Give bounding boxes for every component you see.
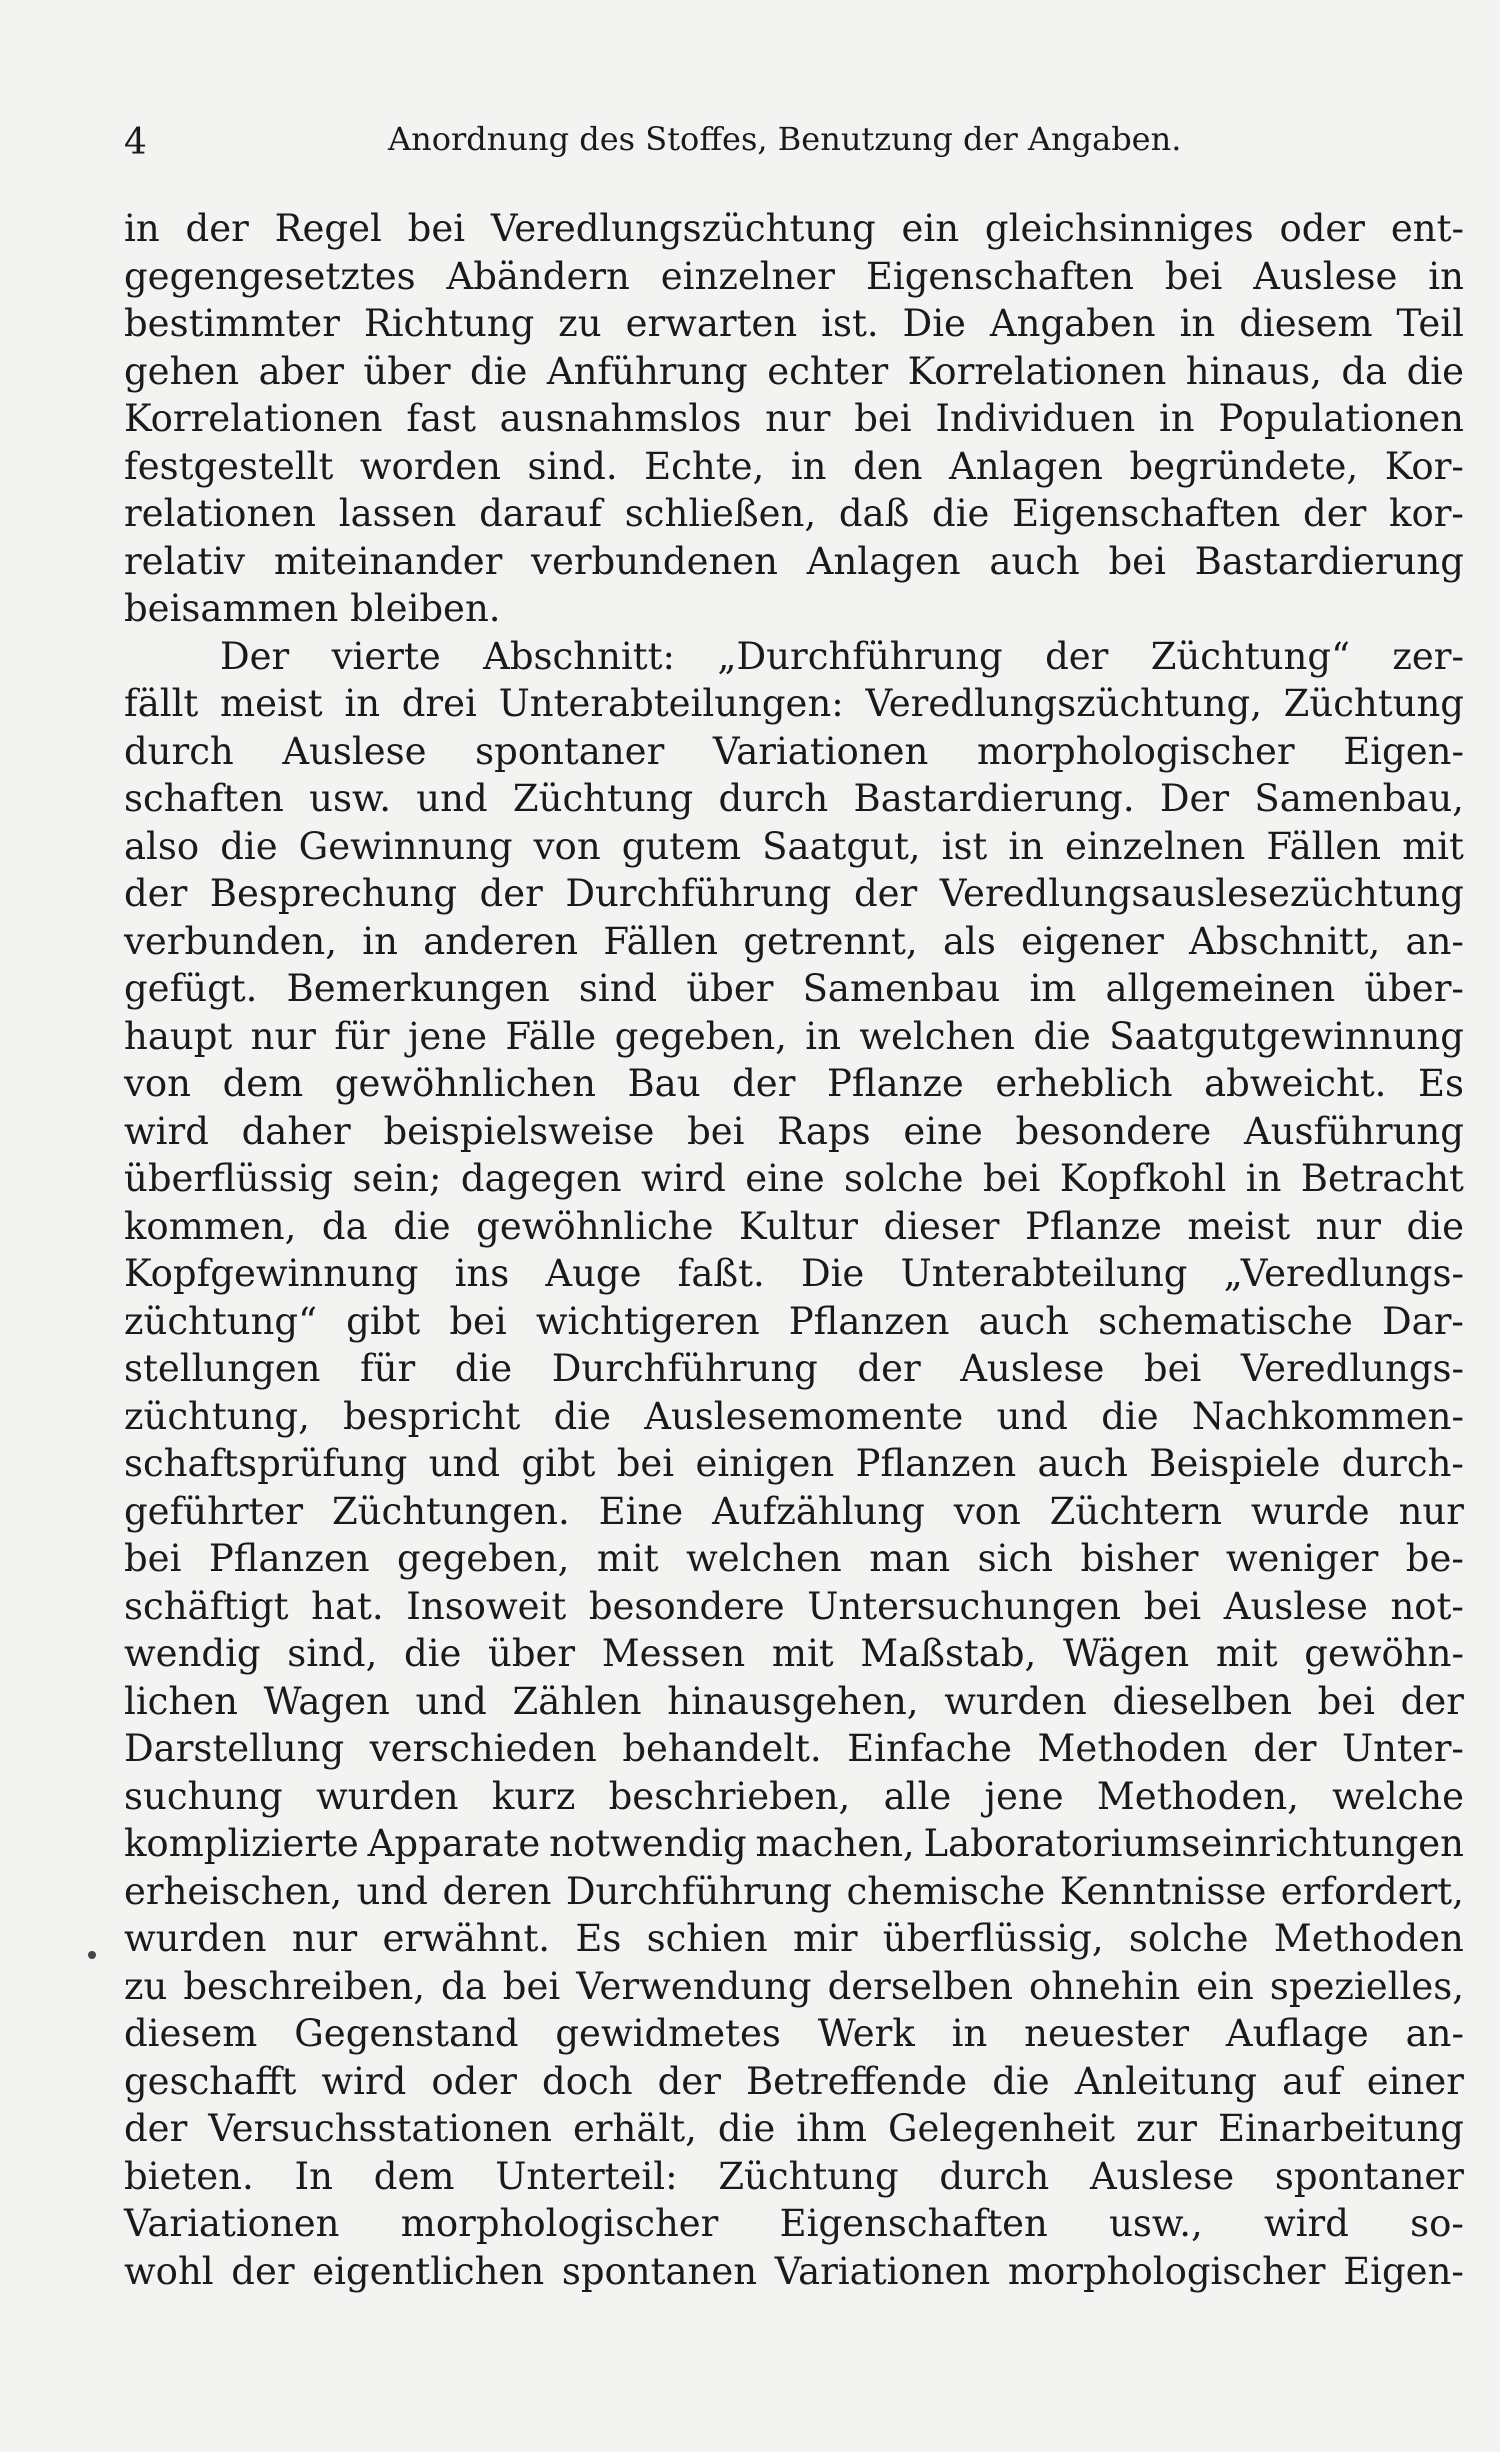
text-line: also die Gewinnung von gutem Saatgut, ist in einzelnen Fällen mit (124, 824, 1464, 868)
body-text (124, 205, 1464, 2295)
text-line: schäftigt hat. Insoweit besondere Untersuchungen bei Auslese not- (124, 1584, 1464, 1628)
text-line: gefügt. Bemerkungen sind über Samenbau im allgemeinen über- (124, 967, 1464, 1010)
text-line: beisammen bleiben. (124, 587, 501, 630)
text-line: Variationen morphologischer Eigenschaften usw., wird so- (124, 2202, 1464, 2245)
text-line: erheischen, und deren Durchführung chemische Kenntnisse erfordert, (124, 1869, 1464, 1913)
text-line: schaftsprüfung und gibt bei einigen Pflanzen auch Beispiele durch- (124, 1442, 1464, 1485)
text-line: Korrelationen fast ausnahmslos nur bei Individuen in Populationen (124, 397, 1464, 440)
text-line: bestimmter Richtung zu erwarten ist. Die Angaben in diesem Teil (124, 302, 1464, 345)
text-line: relativ miteinander verbundenen Anlagen auch bei Bastardierung (124, 539, 1464, 583)
text-line: gehen aber über die Anführung echter Korrelationen hinaus, da die (124, 349, 1464, 393)
print-speck (88, 1951, 96, 1959)
text-line: haupt nur für jene Fälle gegeben, in welchen die Saatgutgewinnung (124, 1014, 1464, 1058)
text-line: relationen lassen darauf schließen, daß die Eigenschaften der kor- (124, 492, 1464, 535)
text-line: geführter Züchtungen. Eine Aufzählung von Züchtern wurde nur (124, 1489, 1464, 1533)
text-line: von dem gewöhnlichen Bau der Pflanze erheblich abweicht. Es (124, 1062, 1464, 1105)
text-line: überflüssig sein; dagegen wird eine solche bei Kopfkohl in Betracht (124, 1157, 1464, 1200)
text-line: durch Auslese spontaner Variationen morphologischer Eigen- (124, 729, 1464, 773)
text-line: bei Pflanzen gegeben, mit welchen man sich bisher weniger be- (124, 1537, 1464, 1580)
text-line: wurden nur erwähnt. Es schien mir überflüssig, solche Methoden (124, 1917, 1464, 1960)
text-line: lichen Wagen und Zählen hinausgehen, wurden dieselben bei der (124, 1679, 1464, 1723)
page-number: 4 (124, 122, 148, 163)
text-line: fällt meist in drei Unterabteilungen: Veredlungszüchtung, Züchtung (124, 682, 1464, 725)
running-head: Anordnung des Stoffes, Benutzung der Angaben. (388, 120, 1182, 158)
text-line: zu beschreiben, da bei Verwendung derselben ohnehin ein spezielles, (124, 1964, 1464, 2008)
text-line: wendig sind, die über Messen mit Maßstab, Wägen mit gewöhn- (124, 1632, 1464, 1675)
text-line: diesem Gegenstand gewidmetes Werk in neuester Auflage an- (124, 2012, 1464, 2055)
text-line: gegengesetztes Abändern einzelner Eigenschaften bei Auslese in (124, 254, 1464, 298)
text-line: züchtung, bespricht die Auslesemomente und die Nachkommen- (124, 1394, 1464, 1438)
text-line: in der Regel bei Veredlungszüchtung ein gleichsinniges oder ent- (124, 207, 1464, 250)
text-line: Der vierte Abschnitt: „Durchführung der Züchtung“ zer- (220, 634, 1464, 678)
text-line: stellungen für die Durchführung der Auslese bei Veredlungs- (124, 1347, 1464, 1390)
text-line: wohl der eigentlichen spontanen Variationen morphologischer Eigen- (124, 2249, 1464, 2293)
text-line: der Versuchsstationen erhält, die ihm Gelegenheit zur Einarbeitung (124, 2107, 1464, 2150)
text-line: der Besprechung der Durchführung der Veredlungsauslesezüchtung (124, 872, 1464, 915)
text-line: komplizierte Apparate notwendig machen, Laboratoriumseinrichtungen (124, 1822, 1464, 1865)
text-line: Kopfgewinnung ins Auge faßt. Die Unterabteilung „Veredlungs- (124, 1252, 1464, 1295)
text-line: wird daher beispielsweise bei Raps eine besondere Ausführung (124, 1109, 1464, 1153)
text-line: geschafft wird oder doch der Betreffende die Anleitung auf einer (124, 2059, 1464, 2103)
text-line: schaften usw. und Züchtung durch Bastardierung. Der Samenbau, (124, 777, 1464, 820)
text-line: bieten. In dem Unterteil: Züchtung durch Auslese spontaner (124, 2154, 1464, 2198)
text-line: Darstellung verschieden behandelt. Einfache Methoden der Unter- (124, 1727, 1464, 1770)
text-line: suchung wurden kurz beschrieben, alle jene Methoden, welche (124, 1774, 1464, 1818)
text-line: züchtung“ gibt bei wichtigeren Pflanzen auch schematische Dar- (124, 1299, 1464, 1343)
text-line: festgestellt worden sind. Echte, in den Anlagen begründete, Kor- (124, 444, 1464, 488)
text-line: verbunden, in anderen Fällen getrennt, als eigener Abschnitt, an- (124, 919, 1464, 963)
text-line: kommen, da die gewöhnliche Kultur dieser Pflanze meist nur die (124, 1204, 1464, 1248)
